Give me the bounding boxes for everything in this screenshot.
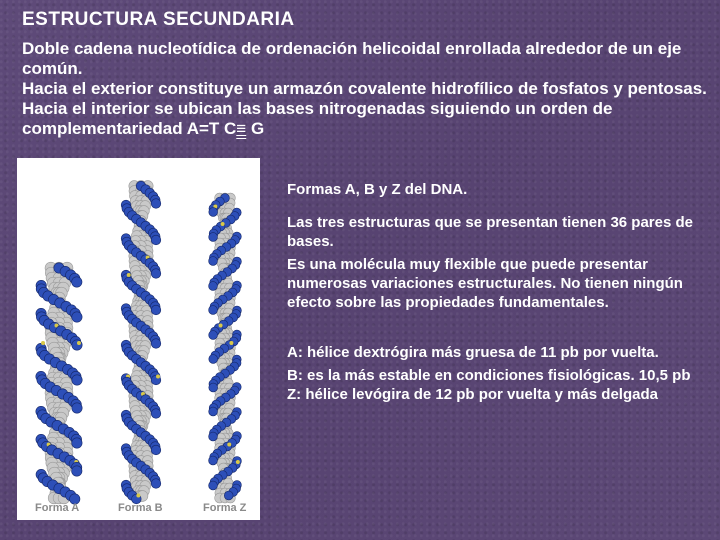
label-forma-b: Forma B	[118, 502, 163, 514]
form-a-description: A: hélice dextrógira más gruesa de 11 pb por vuelta.	[287, 344, 659, 361]
intro-line-2-end: G	[246, 119, 265, 138]
flexibility-text: Es una molécula muy flexible que puede presentar numerosas variaciones estructurales. No tienen ningún efecto sobre las propiedades fundamentales.	[287, 256, 683, 311]
triple-bond-symbol: ≡	[236, 119, 247, 138]
base-pairs-text: Las tres estructuras que se presentan tienen 36 pares de bases.	[287, 214, 694, 250]
intro-text	[22, 39, 707, 139]
right-text-column	[287, 180, 712, 404]
intro-line-1: Doble cadena nucleotídica de ordenación helicoidal enrollada alrededor de un eje común.	[22, 39, 682, 78]
label-forma-z: Forma Z	[203, 502, 247, 514]
slide-title: ESTRUCTURA SECUNDARIA	[22, 9, 295, 30]
helix-forma-b	[121, 181, 161, 504]
label-forma-a: Forma A	[35, 502, 80, 514]
form-b-description: B: es la más estable en condiciones fisiológicas. 10,5 pb	[287, 367, 691, 384]
helix-forma-z	[209, 193, 242, 503]
forms-heading: Formas A, B y Z del DNA.	[287, 181, 468, 198]
dna-helices-illustration	[17, 158, 260, 520]
dna-forms-figure	[17, 158, 260, 520]
intro-line-2	[22, 79, 707, 139]
intro-line-2-text: Hacia el exterior constituye un armazón covalente hidrofílico de fosfatos y pentosas. Hacia el interior se ubican las bases nitrogenadas siguiendo un orden de complementariedad A=T C	[22, 79, 707, 138]
helix-forma-a	[36, 262, 82, 504]
form-z-description: Z: hélice levógira de 12 pb por vuelta y más delgada	[287, 386, 658, 403]
